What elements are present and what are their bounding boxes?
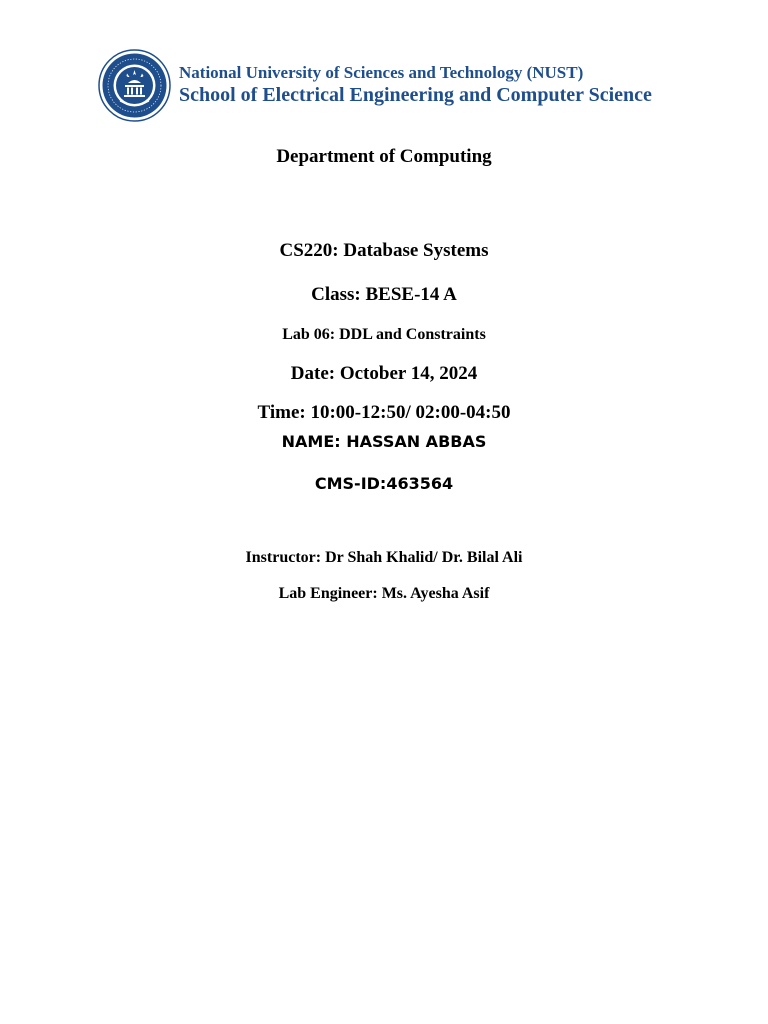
time-label: Time: 10:00-12:50/ 02:00-04:50 <box>257 402 511 423</box>
class-label: Class: BESE-14 A <box>311 284 457 305</box>
instructor-label: Instructor: Dr Shah Khalid/ Dr. Bilal Ali <box>245 549 523 566</box>
lab-engineer-label: Lab Engineer: Ms. Ayesha Asif <box>278 585 490 602</box>
nust-seal-icon <box>98 49 171 122</box>
date-label: Date: October 14, 2024 <box>290 363 478 384</box>
lab-title: Lab 06: DDL and Constraints <box>282 326 486 343</box>
student-name: NAME: HASSAN ABBAS <box>281 432 487 451</box>
department-title: Department of Computing <box>276 146 492 167</box>
school-name: School of Electrical Engineering and Computer Science <box>179 84 652 106</box>
cms-id: CMS-ID:463564 <box>314 474 454 493</box>
university-name: National University of Sciences and Technology (NUST) <box>179 63 584 82</box>
letterhead-text <box>179 63 652 107</box>
course-title: CS220: Database Systems <box>279 240 489 261</box>
letterhead <box>98 49 678 123</box>
